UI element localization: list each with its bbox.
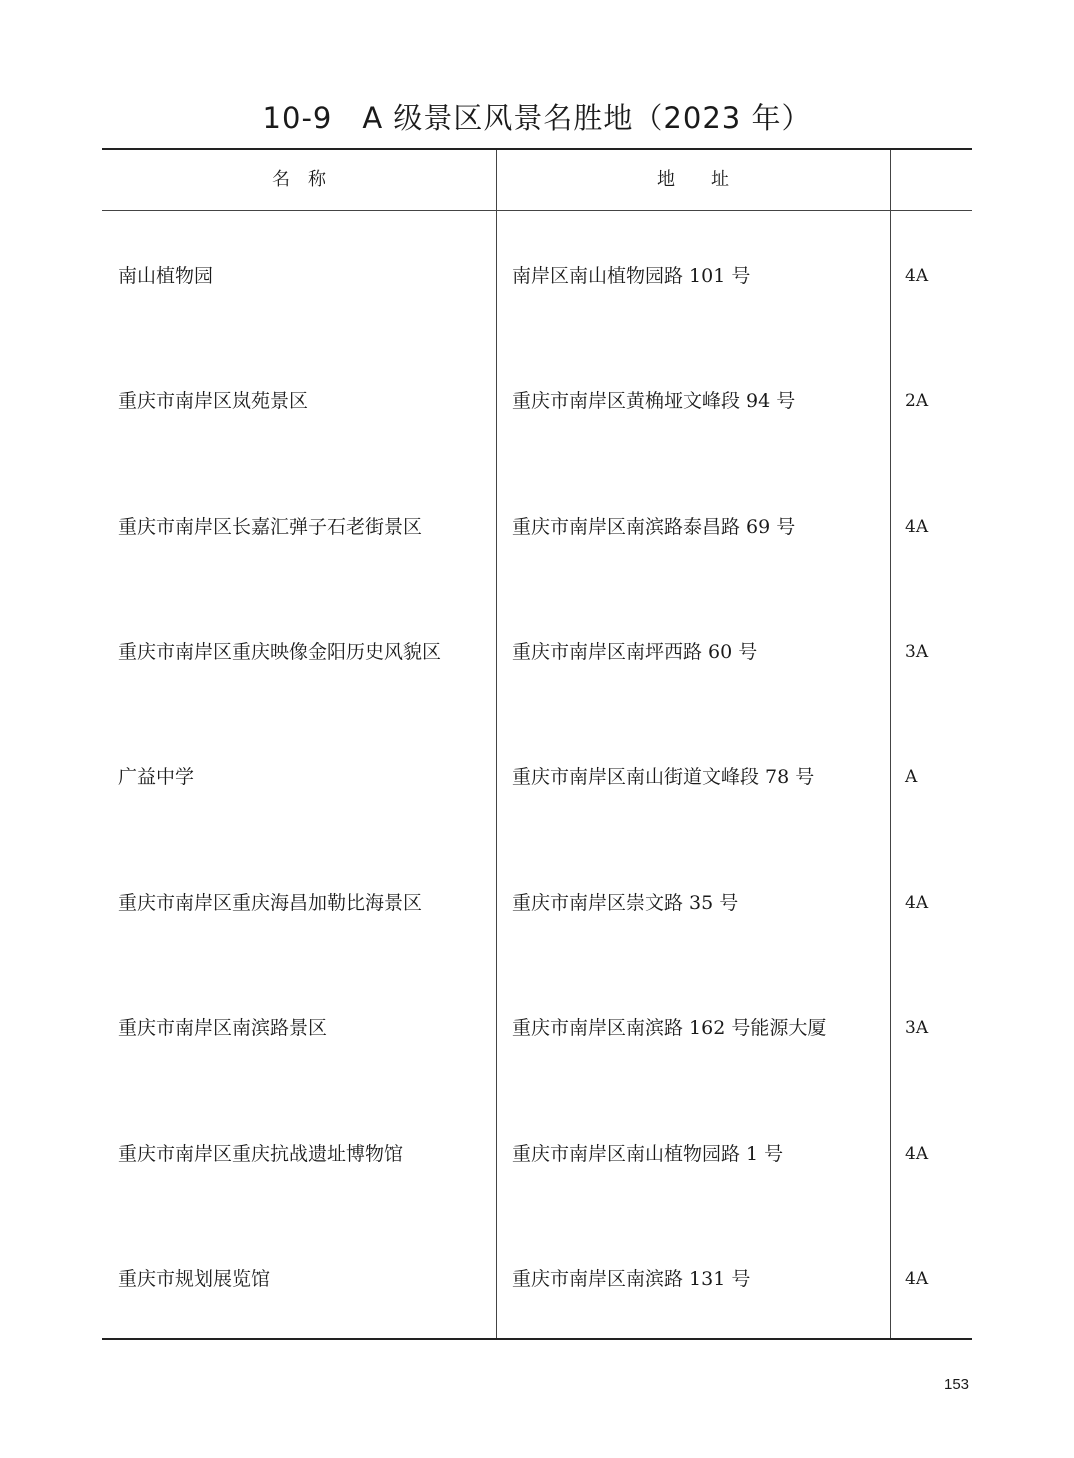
table-header [102,150,972,211]
table-row [102,386,972,416]
header-name: 名 称 [272,169,326,190]
spot-address: 重庆市南岸区南滨路 162 号能源大厦 [512,1017,827,1039]
spot-name: 重庆市南岸区重庆抗战遗址博物馆 [118,1143,404,1165]
spot-grade: 4A [905,893,929,913]
spot-address: 重庆市南岸区南滨路泰昌路 69 号 [512,516,796,538]
spot-grade: 4A [905,1144,929,1164]
spot-grade: 3A [905,1018,929,1038]
spot-grade: 4A [905,1269,929,1289]
table-row [102,1013,972,1043]
spot-name: 重庆市南岸区长嘉汇弹子石老街景区 [118,516,423,538]
table-row [102,637,972,667]
spot-address: 重庆市南岸区南山街道文峰段 78 号 [512,766,815,788]
spot-name: 重庆市南岸区重庆映像金阳历史风貌区 [118,641,442,663]
spot-grade: 4A [905,266,929,286]
table-row [102,512,972,542]
table-row [102,762,972,792]
header-address: 地 址 [657,169,729,190]
table-row [102,1264,972,1294]
spot-name: 南山植物园 [118,265,214,287]
header-grade [890,150,972,210]
spot-address: 南岸区南山植物园路 101 号 [512,265,751,287]
scenic-spots-table [102,148,972,1340]
spot-address: 重庆市南岸区南滨路 131 号 [512,1268,751,1290]
spot-grade: A [905,767,918,787]
spot-name: 重庆市规划展览馆 [118,1268,271,1290]
spot-name: 重庆市南岸区岚苑景区 [118,390,309,412]
spot-address: 重庆市南岸区南坪西路 60 号 [512,641,758,663]
spot-grade: 3A [905,642,929,662]
page-number: 153 [944,1376,970,1393]
spot-name: 重庆市南岸区南滨路景区 [118,1017,328,1039]
page-title: 10-9 A 级景区风景名胜地（2023 年） [262,101,812,135]
spot-grade: 2A [905,391,929,411]
spot-address: 重庆市南岸区黄桷垭文峰段 94 号 [512,390,796,412]
spot-address: 重庆市南岸区崇文路 35 号 [512,892,739,914]
table-row [102,261,972,291]
table-row [102,888,972,918]
spot-name: 广益中学 [118,766,195,788]
spot-grade: 4A [905,517,929,537]
spot-address: 重庆市南岸区南山植物园路 1 号 [512,1143,784,1165]
table-row [102,1139,972,1169]
spot-name: 重庆市南岸区重庆海昌加勒比海景区 [118,892,423,914]
